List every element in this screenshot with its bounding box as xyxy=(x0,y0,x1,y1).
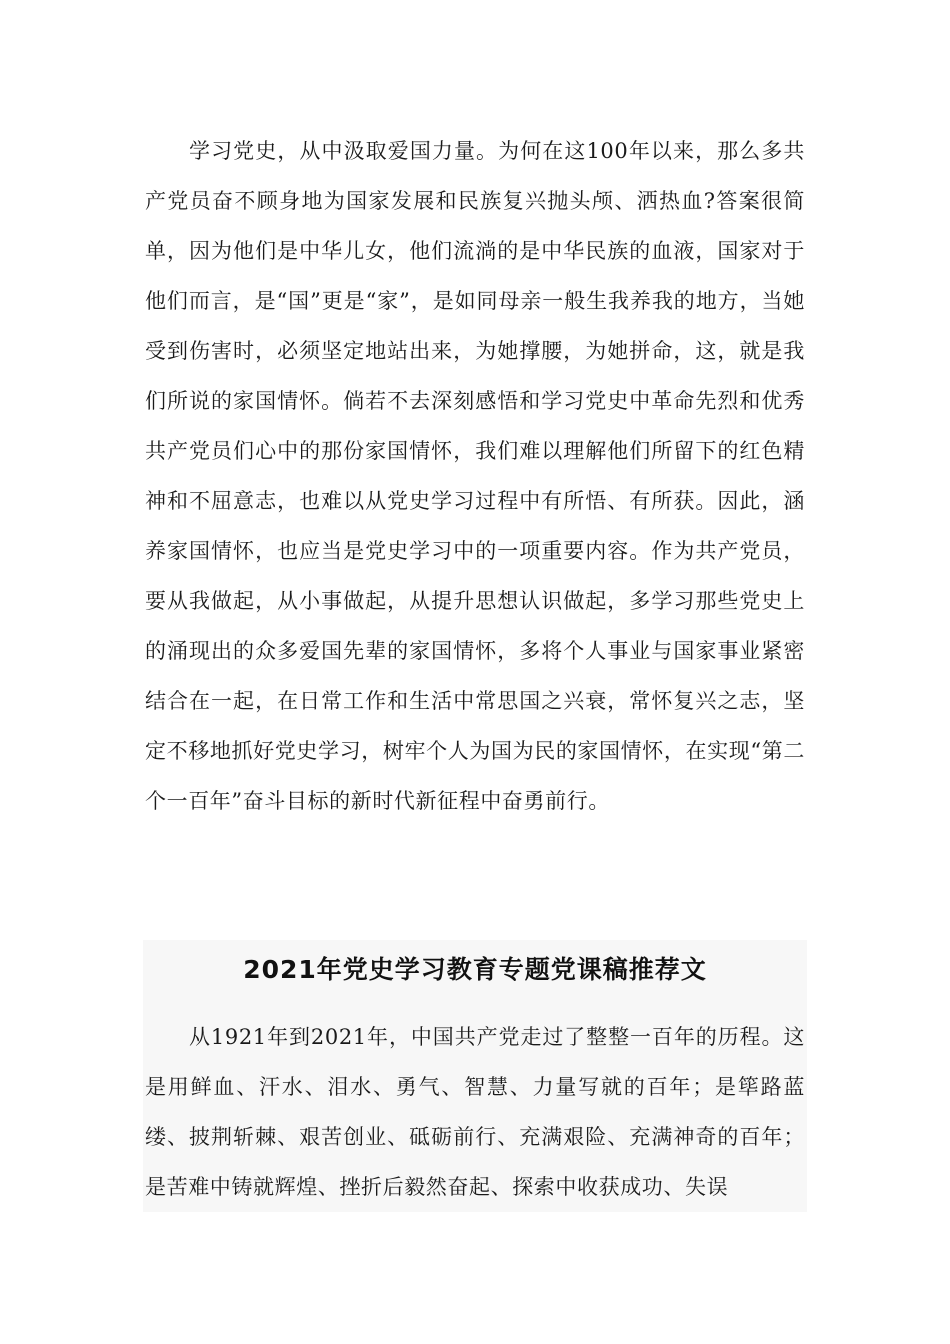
section-title: 2021年党史学习教育专题党课稿推荐文 xyxy=(243,955,707,984)
article-section xyxy=(143,940,807,1212)
body-paragraph: 学习党史，从中汲取爱国力量。为何在这100年以来，那么多共产党员奋不顾身地为国家发展和民族复兴抛头颅、洒热血?答案很简单，因为他们是中华儿女，他们流淌的是中华民族的血液，国家对于他们而言，是“国”更是“家”，是如同母亲一般生我养我的地方，当她受到伤害时，必须坚定地站出来，为她撑腰，为她拼命，这，就是我们所说的家国情怀。倘若不去深刻感悟和学习党史中革命先烈和优秀共产党员们心中的那份家国情怀，我们难以理解他们所留下的红色精神和不屈意志，也难以从党史学习过程中有所悟、有所获。因此，涵养家国情怀，也应当是党史学习中的一项重要内容。作为共产党员，要从我做起，从小事做起，从提升思想认识做起，多学习那些党史上的涌现出的众多爱国先辈的家国情怀，多将个人事业与国家事业紧密结合在一起，在日常工作和生活中常思国之兴衰，常怀复兴之志，坚定不移地抓好党史学习，树牢个人为国为民的家国情怀，在实现“第二个一百年”奋斗目标的新时代新征程中奋勇前行。 xyxy=(145,139,805,813)
section-paragraph: 从1921年到2021年，中国共产党走过了整整一百年的历程。这是用鲜血、汗水、泪水、勇气、智慧、力量写就的百年；是筚路蓝缕、披荆斩棘、艰苦创业、砥砺前行、充满艰险、充满神奇的百年；是苦难中铸就辉煌、挫折后毅然奋起、探索中收获成功、失误 xyxy=(145,1025,805,1199)
